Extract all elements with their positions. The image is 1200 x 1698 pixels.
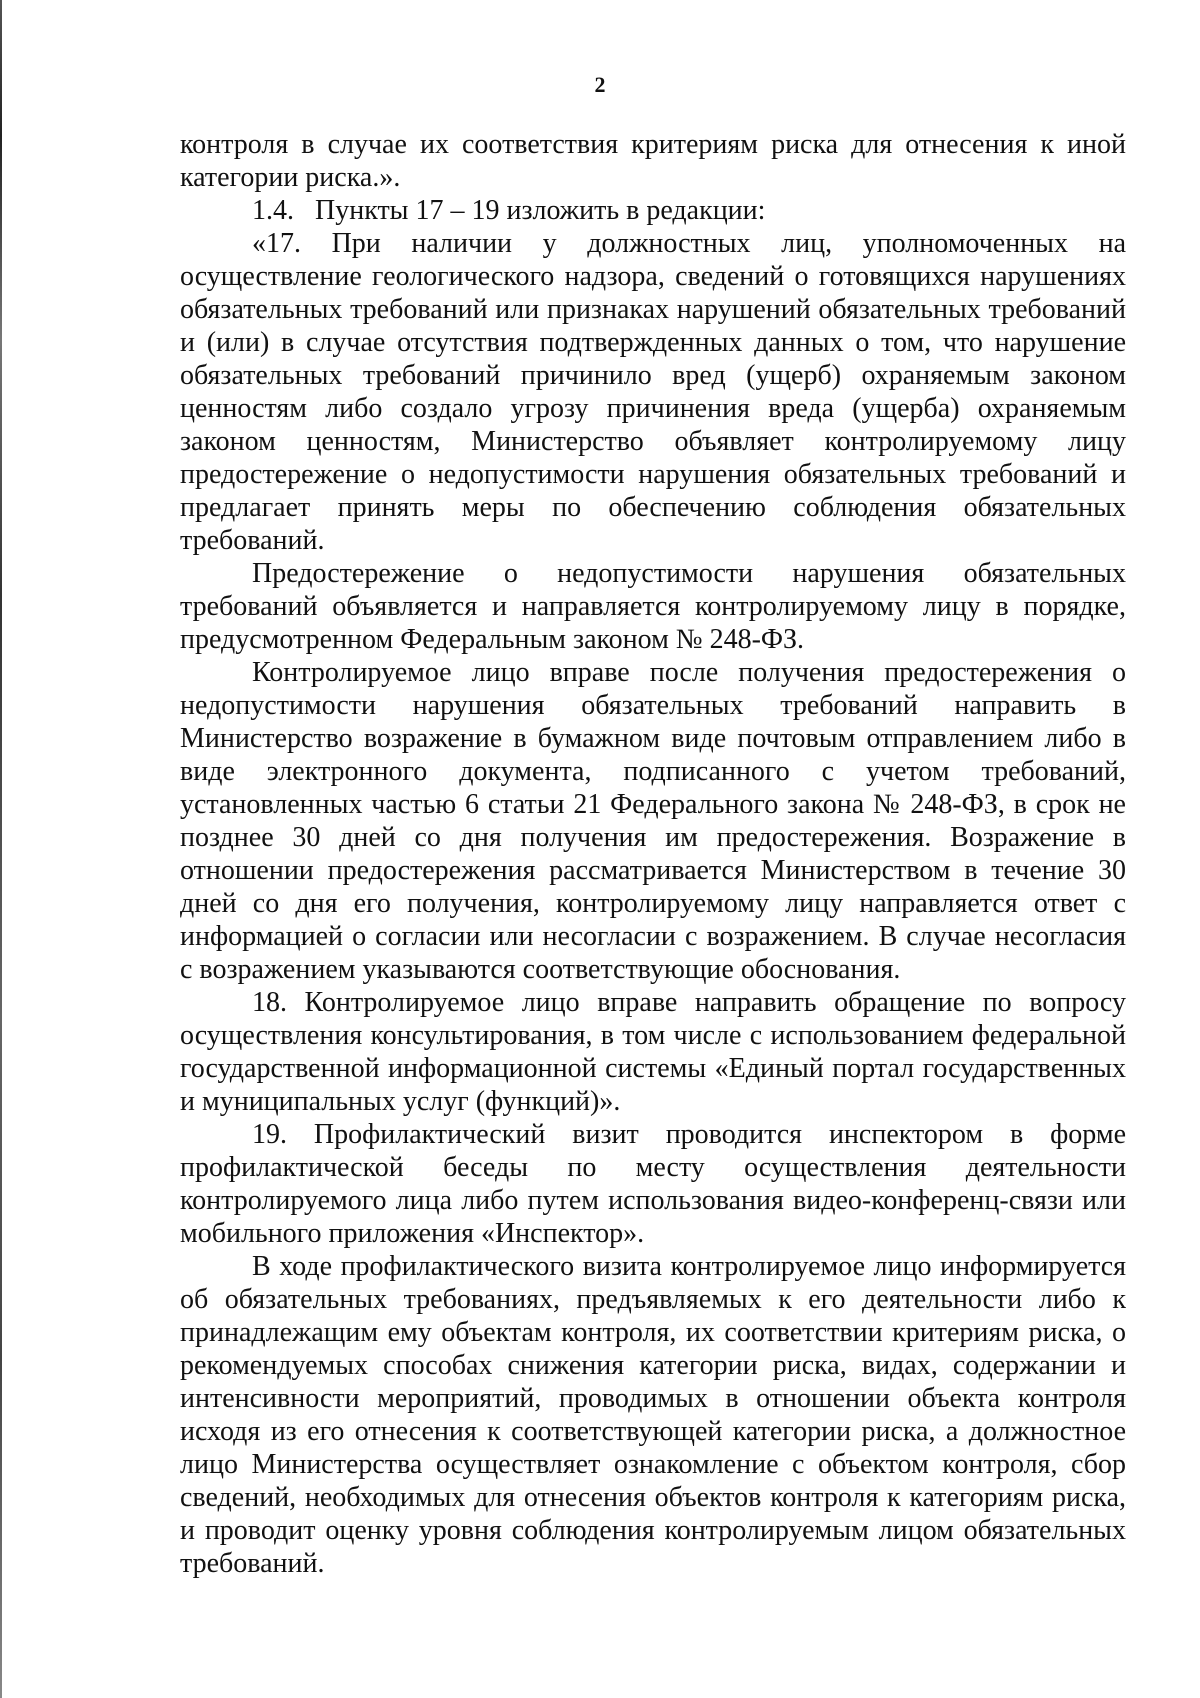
paragraph-item-19: 19. Профилактический визит проводится инспектором в форме профилактической беседы по месту осуществления деятельности контролируемого лица либо путем использования видео-конференц-связи или мобильного приложения «Инспектор». — [180, 1119, 1126, 1249]
paragraph-warning-procedure: Предостережение о недопустимости нарушения обязательных требований объявляется и направляется контролируемому лицу в порядке, предусмотренном Федеральным законом № 248-ФЗ. — [180, 558, 1126, 655]
paragraph-item-18: 18. Контролируемое лицо вправе направить обращение по вопросу осуществления консультирования, в том числе с использованием федеральной государственной информационной системы «Единый портал государственных и муниципальных услуг (функций)». — [180, 987, 1126, 1117]
paragraph-item-1-4: 1.4. Пункты 17 – 19 изложить в редакции: — [252, 195, 766, 226]
paragraph-item-17: «17. При наличии у должностных лиц, уполномоченных на осуществление геологического надзора, сведений о готовящихся нарушениях обязательных требований или признаках нарушений обязательных требований и (или) в случае отсутствия подтвержденных данных о том, что нарушение обязательных требований причинило вред (ущерб) охраняемым законом ценностям либо создало угрозу причинения вреда (ущерба) охраняемым законом ценностям, Министерство объявляет контролируемому лицу предостережение о недопустимости нарушения обязательных требований и предлагает принять меры по обеспечению соблюдения обязательных требований. — [180, 228, 1126, 556]
document-body — [180, 128, 1126, 1580]
scan-edge — [0, 0, 2, 1698]
paragraph-continuation: контроля в случае их соответствия критериям риска для отнесения к иной категории риска.». — [180, 129, 1126, 193]
page-number: 2 — [594, 72, 606, 97]
paragraph-objection: Контролируемое лицо вправе после получения предостережения о недопустимости нарушения обязательных требований направить в Министерство возражение в бумажном виде почтовым отправлением либо в виде электронного документа, подписанного с учетом требований, установленных частью 6 статьи 21 Федерального закона № 248-ФЗ, в срок не позднее 30 дней со дня получения им предостережения. Возражение в отношении предостережения рассматривается Министерством в течение 30 дней со дня его получения, контролируемому лицу направляется ответ с информацией о согласии или несогласии с возражением. В случае несогласия с возражением указываются соответствующие обоснования. — [180, 657, 1126, 985]
paragraph-visit-details: В ходе профилактического визита контролируемое лицо информируется об обязательных требованиях, предъявляемых к его деятельности либо к принадлежащим ему объектам контроля, их соответствии критериям риска, о рекомендуемых способах снижения категории риска, видах, содержании и интенсивности мероприятий, проводимых в отношении объекта контроля исходя из его отнесения к соответствующей категории риска, а должностное лицо Министерства осуществляет ознакомление с объектом контроля, сбор сведений, необходимых для отнесения объектов контроля к категориям риска, и проводит оценку уровня соблюдения контролируемым лицом обязательных требований. — [180, 1251, 1126, 1579]
